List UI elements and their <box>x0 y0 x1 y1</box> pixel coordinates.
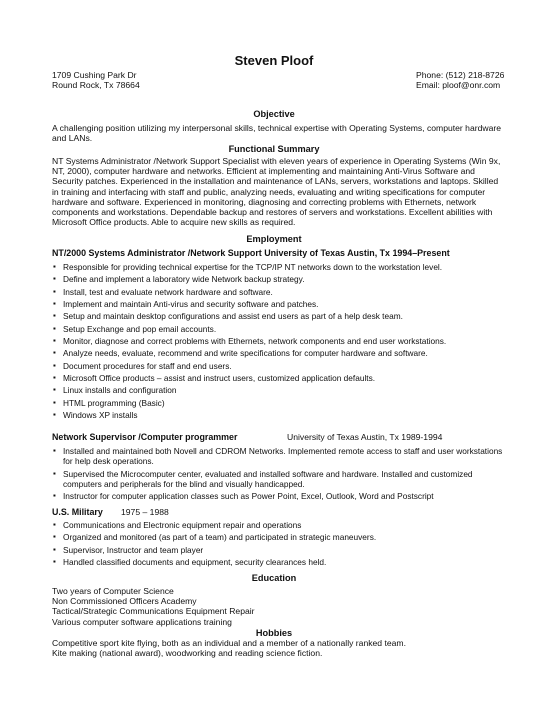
bullet-item <box>52 532 504 542</box>
objective-text: A challenging position utilizing my interpersonal skills, technical expertise with Operating Systems, computer hardware and LANs. <box>52 123 501 144</box>
bullet-icon: ▪ <box>53 397 56 407</box>
phone: Phone: (512) 218-8726 <box>416 70 505 80</box>
bullet-item <box>52 311 504 321</box>
bullet-text: Organized and monitored (as part of a team) and participated in strategic maneuvers. <box>63 532 377 543</box>
hobby-line: Competitive sport kite flying, both as an individual and a member of a nationally ranked team. <box>52 638 406 648</box>
bullet-icon: ▪ <box>53 360 56 370</box>
education-line: Tactical/Strategic Communications Equipment Repair <box>52 606 255 617</box>
hobbies-lines <box>52 638 406 658</box>
education-heading: Education <box>251 573 297 583</box>
bullet-icon: ▪ <box>53 520 56 529</box>
bullet-item <box>52 324 504 334</box>
bullet-item <box>52 491 504 501</box>
job-3-bullets <box>52 520 504 569</box>
bullet-item <box>52 545 504 555</box>
bullet-text: Setup and maintain desktop configurations and assist end users as part of a help desk team. <box>63 311 403 322</box>
bullet-text: Windows XP installs <box>63 410 138 421</box>
bullet-icon: ▪ <box>53 323 56 333</box>
bullet-icon: ▪ <box>53 311 56 321</box>
bullet-text: Instructor for computer application classes such as Power Point, Excel, Outlook, Word and Postscript <box>63 491 434 502</box>
bullet-item <box>52 299 504 309</box>
summary-text: NT Systems Administrator /Network Support Specialist with eleven years of experience in Operating Systems (Win 9x, NT, 2000), computer hardware and networks. Efficient at implementing and maintaining Anti-Virus Software and Security patches. Experienced in the installation and maintenance of LANs, servers, workstations and laptops. Skilled in training and interfacing with staff and public, analyzing needs, evaluating and writing specifications for computer hardware and software. Experienced in monitoring, diagnosing and correcting problems with Ethernets, network components and workstations. Dependable backup and restores of servers and workstations. Excellent abilities with Microsoft Office products. Able to acquire new skills as required. <box>52 156 501 228</box>
objective-heading: Objective <box>253 109 295 119</box>
bullet-icon: ▪ <box>53 385 56 395</box>
address-line-1: 1709 Cushing Park Dr <box>52 70 137 80</box>
bullet-text: Install, test and evaluate network hardware and software. <box>63 286 273 297</box>
bullet-item <box>52 446 504 467</box>
bullet-text: Setup Exchange and pop email accounts. <box>63 323 217 334</box>
bullet-item <box>52 274 504 284</box>
bullet-text: Analyze needs, evaluate, recommend and write specifications for computer hardware and software. <box>63 348 428 359</box>
education-lines <box>52 586 255 627</box>
job-title-2: Network Supervisor /Computer programmer <box>52 432 238 442</box>
bullet-item <box>52 520 504 530</box>
bullet-text: Monitor, diagnose and correct problems with Ethernets, network components and end user workstations. <box>63 336 447 347</box>
bullet-icon: ▪ <box>53 262 56 271</box>
bullet-text: Installed and maintained both Novell and CDROM Networks. Implemented remote access to staff and user workstations for help desk operations. <box>63 446 503 467</box>
bullet-item <box>52 469 504 490</box>
job-2-bullets <box>52 446 504 504</box>
hobby-line: Kite making (national award), woodworking and reading science fiction. <box>52 648 323 659</box>
bullet-icon: ▪ <box>53 373 56 383</box>
employment-heading: Employment <box>246 234 302 244</box>
hobbies-heading: Hobbies <box>255 628 293 638</box>
bullet-text: Handled classified documents and equipment, security clearances held. <box>63 557 327 568</box>
bullet-text: Supervisor, Instructor and team player <box>63 544 204 555</box>
education-line: Two years of Computer Science <box>52 586 174 596</box>
bullet-icon: ▪ <box>53 286 56 296</box>
bullet-icon: ▪ <box>53 446 56 455</box>
bullet-text: Supervised the Microcomputer center, evaluated and installed software and hardware. Installed and customized computers and peripherals for the blind and visually handicapped. <box>63 468 473 489</box>
bullet-icon: ▪ <box>53 299 56 309</box>
bullet-icon: ▪ <box>53 410 56 420</box>
bullet-item <box>52 361 504 371</box>
bullet-icon: ▪ <box>53 491 56 501</box>
bullet-text: Linux installs and configuration <box>63 385 177 396</box>
bullet-icon: ▪ <box>53 348 56 358</box>
address-line-2: Round Rock, Tx 78664 <box>52 80 140 90</box>
bullet-item <box>52 557 504 567</box>
email: Email: ploof@onr.com <box>416 80 501 90</box>
bullet-icon: ▪ <box>53 274 56 284</box>
summary-heading: Functional Summary <box>228 144 320 154</box>
bullet-icon: ▪ <box>53 544 56 554</box>
bullet-text: Document procedures for staff and end users. <box>63 360 232 371</box>
bullet-text: Microsoft Office products – assist and instruct users, customized application defaults. <box>63 373 376 384</box>
bullet-text: Implement and maintain Anti-virus and security software and patches. <box>63 299 319 310</box>
job-title-3: U.S. Military <box>52 507 103 517</box>
resume-name: Steven Ploof <box>234 53 314 68</box>
bullet-item <box>52 287 504 297</box>
bullet-text: Define and implement a laboratory wide Network backup strategy. <box>63 274 305 285</box>
bullet-item <box>52 348 504 358</box>
bullet-item <box>52 385 504 395</box>
bullet-text: HTML programming (Basic) <box>63 397 165 408</box>
bullet-icon: ▪ <box>53 532 56 542</box>
address-block <box>52 70 140 90</box>
bullet-item <box>52 373 504 383</box>
bullet-item <box>52 336 504 346</box>
job-title-1: NT/2000 Systems Administrator /Network Support University of Texas Austin, Tx 1994–Present <box>52 248 450 258</box>
job-meta-2: University of Texas Austin, Tx 1989-1994 <box>287 432 443 442</box>
bullet-icon: ▪ <box>53 468 56 478</box>
job-1-bullets <box>52 262 504 422</box>
bullet-icon: ▪ <box>53 336 56 346</box>
bullet-item <box>52 410 504 420</box>
education-line: Various computer software applications training <box>52 616 232 627</box>
bullet-text: Responsible for providing technical expertise for the TCP/IP NT networks down to the workstation level. <box>63 262 443 272</box>
bullet-item <box>52 398 504 408</box>
contact-block <box>416 70 504 90</box>
education-line: Non Commissioned Officers Academy <box>52 596 197 607</box>
job-meta-3: 1975 – 1988 <box>121 507 169 517</box>
bullet-icon: ▪ <box>53 557 56 567</box>
bullet-item <box>52 262 504 272</box>
bullet-text: Communications and Electronic equipment repair and operations <box>63 520 302 530</box>
